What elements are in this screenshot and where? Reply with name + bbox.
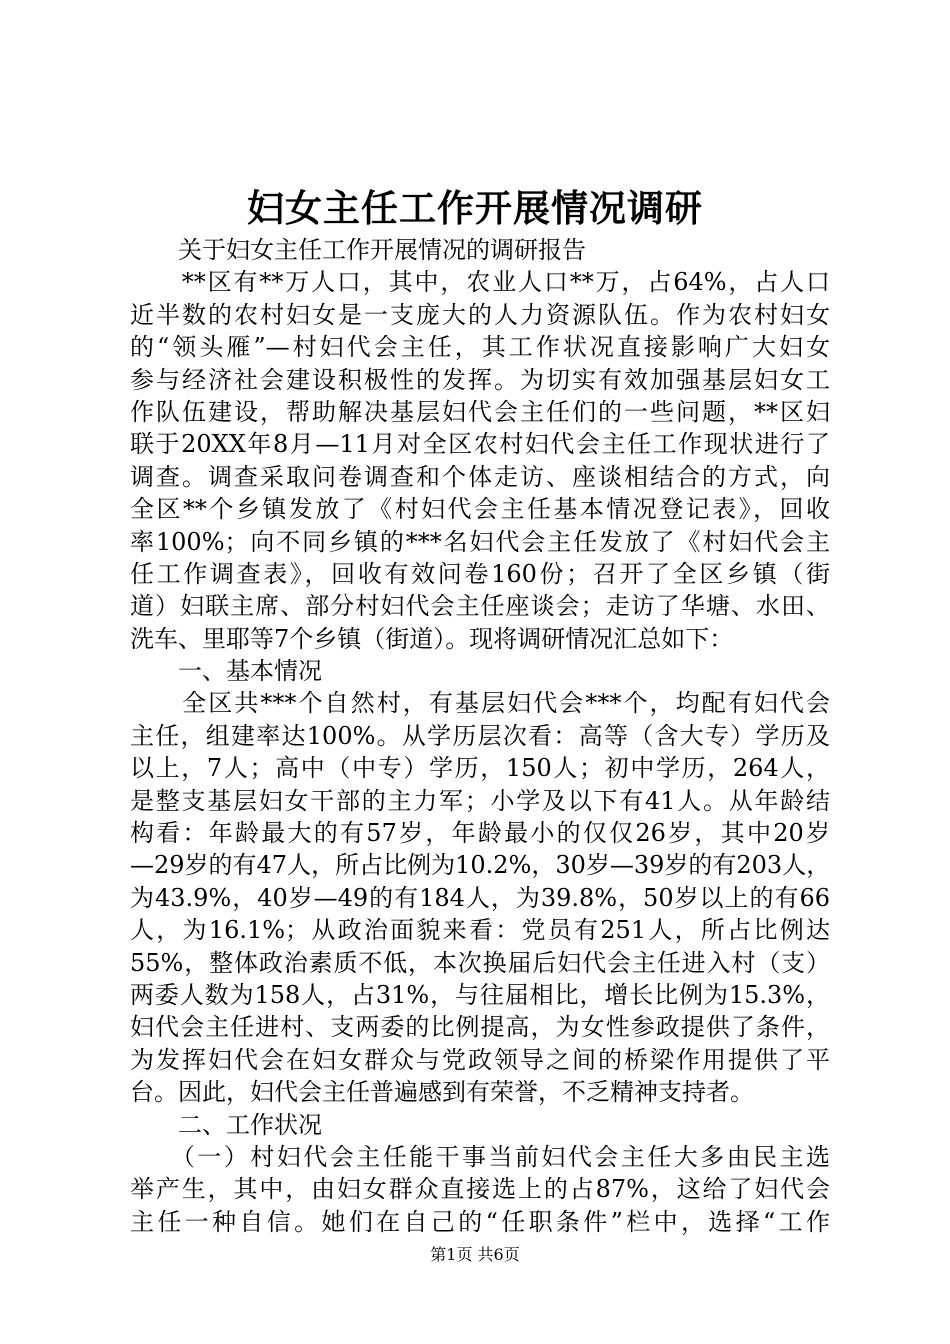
body-line: **区有**万人口，其中，农业人口**万，占64%，占人口 xyxy=(130,268,830,297)
body-line: 台。因此，妇代会主任普遍感到有荣誉，不乏精神支持者。 xyxy=(130,1078,754,1107)
body-line: —29岁的有47人，所占比例为10.2%，30岁—39岁的有203人， xyxy=(130,851,831,880)
body-line: 构看：年龄最大的有57岁，年龄最小的仅仅26岁，其中20岁 xyxy=(130,819,830,848)
document-body xyxy=(130,234,830,1238)
section-heading: 二、工作状况 xyxy=(130,1110,322,1139)
body-line: 的“领头雁”—村妇代会主任，其工作状况直接影响广大妇女 xyxy=(130,333,830,362)
document-title: 妇女主任工作开展情况调研 xyxy=(247,187,703,230)
body-line: 调查。调查采取问卷调查和个体走访、座谈相结合的方式，向 xyxy=(130,462,830,491)
report-subtitle-line: 关于妇女主任工作开展情况的调研报告 xyxy=(130,236,586,264)
body-line: 作队伍建设，帮助解决基层妇代会主任们的一些问题，**区妇 xyxy=(130,397,830,426)
body-line: 全区共***个自然村，有基层妇代会***个，均配有妇代会 xyxy=(130,689,830,718)
body-line: 以上，7人；高中（中专）学历，150人；初中学历，264人， xyxy=(130,754,830,783)
section-heading: 一、基本情况 xyxy=(130,657,322,686)
body-line: 主任一种自信。她们在自己的“任职条件”栏中，选择“工作 xyxy=(130,1207,830,1236)
page-number-footer: 第1页 共6页 xyxy=(430,1245,520,1264)
body-line: 道）妇联主席、部分村妇代会主任座谈会；走访了华塘、水田、 xyxy=(130,592,830,621)
body-line: 为43.9%，40岁—49的有184人，为39.8%，50岁以上的有66 xyxy=(130,883,830,912)
body-line: 任工作调查表》，回收有效问卷160份；召开了全区乡镇（街 xyxy=(130,559,830,588)
body-line: 妇代会主任进村、支两委的比例提高，为女性参政提供了条件， xyxy=(130,1013,830,1042)
body-line: 主任，组建率达100%。从学历层次看：高等（含大专）学历及 xyxy=(130,721,830,750)
body-line: 举产生，其中，由妇女群众直接选上的占87%，这给了妇代会 xyxy=(130,1175,830,1204)
body-line: 参与经济社会建设积极性的发挥。为切实有效加强基层妇女工 xyxy=(130,365,830,394)
body-line: 近半数的农村妇女是一支庞大的人力资源队伍。作为农村妇女 xyxy=(130,300,830,329)
body-line: 全区**个乡镇发放了《村妇代会主任基本情况登记表》，回收 xyxy=(130,495,830,524)
body-line: 人，为16.1%；从政治面貌来看：党员有251人，所占比例达 xyxy=(130,916,830,945)
body-line: 率100%；向不同乡镇的***名妇代会主任发放了《村妇代会主 xyxy=(130,527,830,556)
body-line: 两委人数为158人，占31%，与往届相比，增长比例为15.3%， xyxy=(130,980,830,1009)
body-line: （一）村妇代会主任能干事当前妇代会主任大多由民主选 xyxy=(130,1142,830,1171)
body-line: 为发挥妇代会在妇女群众与党政领导之间的桥梁作用提供了平 xyxy=(130,1045,830,1074)
body-line: 是整支基层妇女干部的主力军；小学及以下有41人。从年龄结 xyxy=(130,786,830,815)
body-line: 联于20XX年8月—11月对全区农村妇代会主任工作现状进行了 xyxy=(130,430,830,459)
body-line: 55%，整体政治素质不低，本次换届后妇代会主任进入村（支） xyxy=(130,948,830,977)
body-line: 洗车、里耶等7个乡镇（街道）。现将调研情况汇总如下： xyxy=(130,624,734,653)
